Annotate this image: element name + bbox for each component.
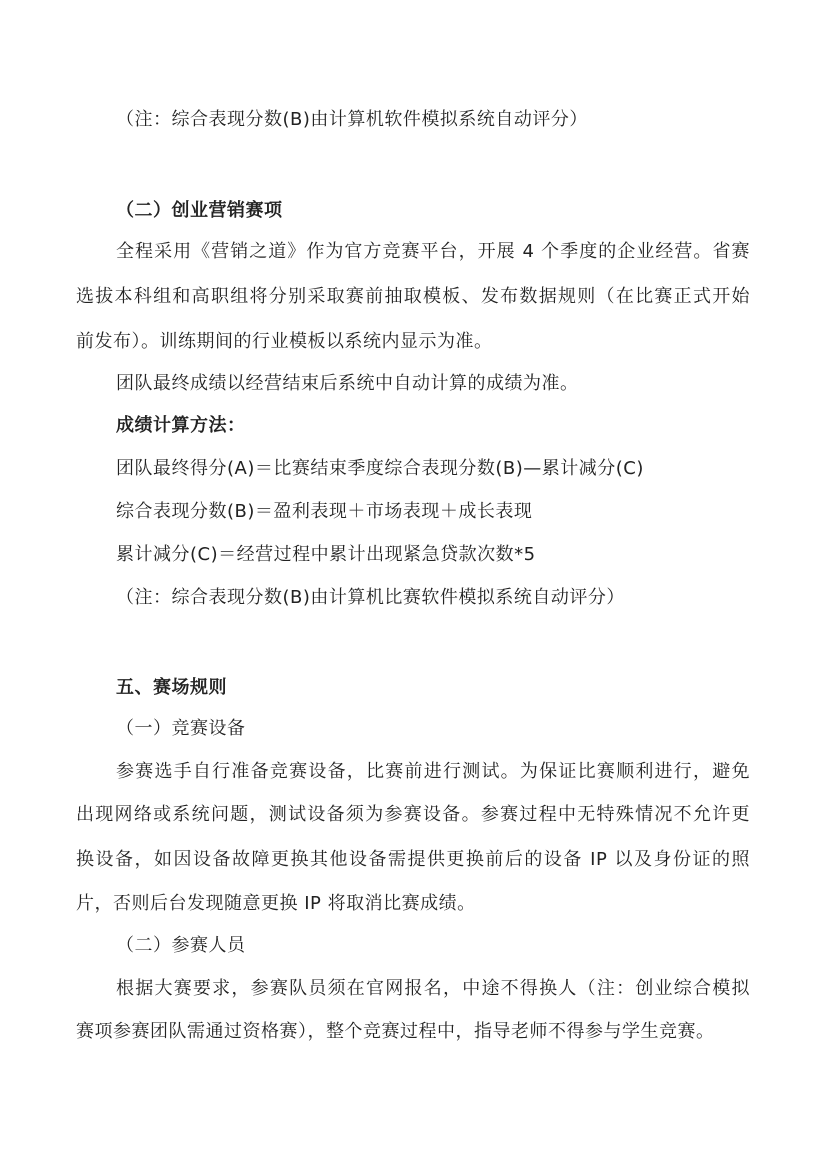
paragraph-line: 全程采用《营销之道》作为官方竞赛平台，开展 4 个季度的企业经营。省赛: [116, 241, 750, 262]
section-title-rules: 五、赛场规则: [116, 677, 227, 698]
paragraph-line: 赛项参赛团队需通过资格赛），整个竞赛过程中，指导老师不得参与学生竞赛。: [76, 1021, 715, 1042]
paragraph-line: 选拔本科组和高职组将分别采取赛前抽取模板、发布数据规则（在比赛正式开始: [76, 286, 750, 307]
paragraph-line: 片，否则后台发现随意更换 IP 将取消比赛成绩。: [76, 893, 476, 914]
paragraph-final-score: 团队最终成绩以经营结束后系统中自动计算的成绩为准。: [116, 373, 579, 394]
formula-team-score: 团队最终得分(A)＝比赛结束季度综合表现分数(B)—累计减分(C): [116, 458, 644, 479]
formula-deduction: 累计减分(C)＝经营过程中累计出现紧急贷款次数*5: [116, 544, 536, 565]
paragraph-line: 换设备，如因设备故障更换其他设备需提供更换前后的设备 IP 以及身份证的照: [76, 849, 750, 870]
paragraph-line: 根据大赛要求，参赛队员须在官网报名，中途不得换人（注：创业综合模拟: [116, 978, 750, 999]
paragraph-line: 参赛选手自行准备竞赛设备，比赛前进行测试。为保证比赛顺利进行，避免: [116, 761, 750, 782]
method-title: 成绩计算方法：: [116, 415, 246, 436]
paragraph-line: 前发布）。训练期间的行业模板以系统内显示为准。: [76, 331, 493, 352]
note-marketing: （注：综合表现分数(B)由计算机比赛软件模拟系统自动评分）: [116, 587, 625, 608]
subsection-title-equipment: （一）竞赛设备: [116, 718, 246, 739]
formula-composite-score: 综合表现分数(B)＝盈利表现＋市场表现＋成长表现: [116, 501, 533, 522]
subsection-title-participants: （二）参赛人员: [116, 935, 246, 956]
paragraph-line: 出现网络或系统问题，测试设备须为参赛设备。参赛过程中无特殊情况不允许更: [76, 804, 750, 825]
section-title-marketing: （二）创业营销赛项: [116, 200, 283, 221]
note-top: （注：综合表现分数(B)由计算机软件模拟系统自动评分）: [116, 109, 588, 130]
